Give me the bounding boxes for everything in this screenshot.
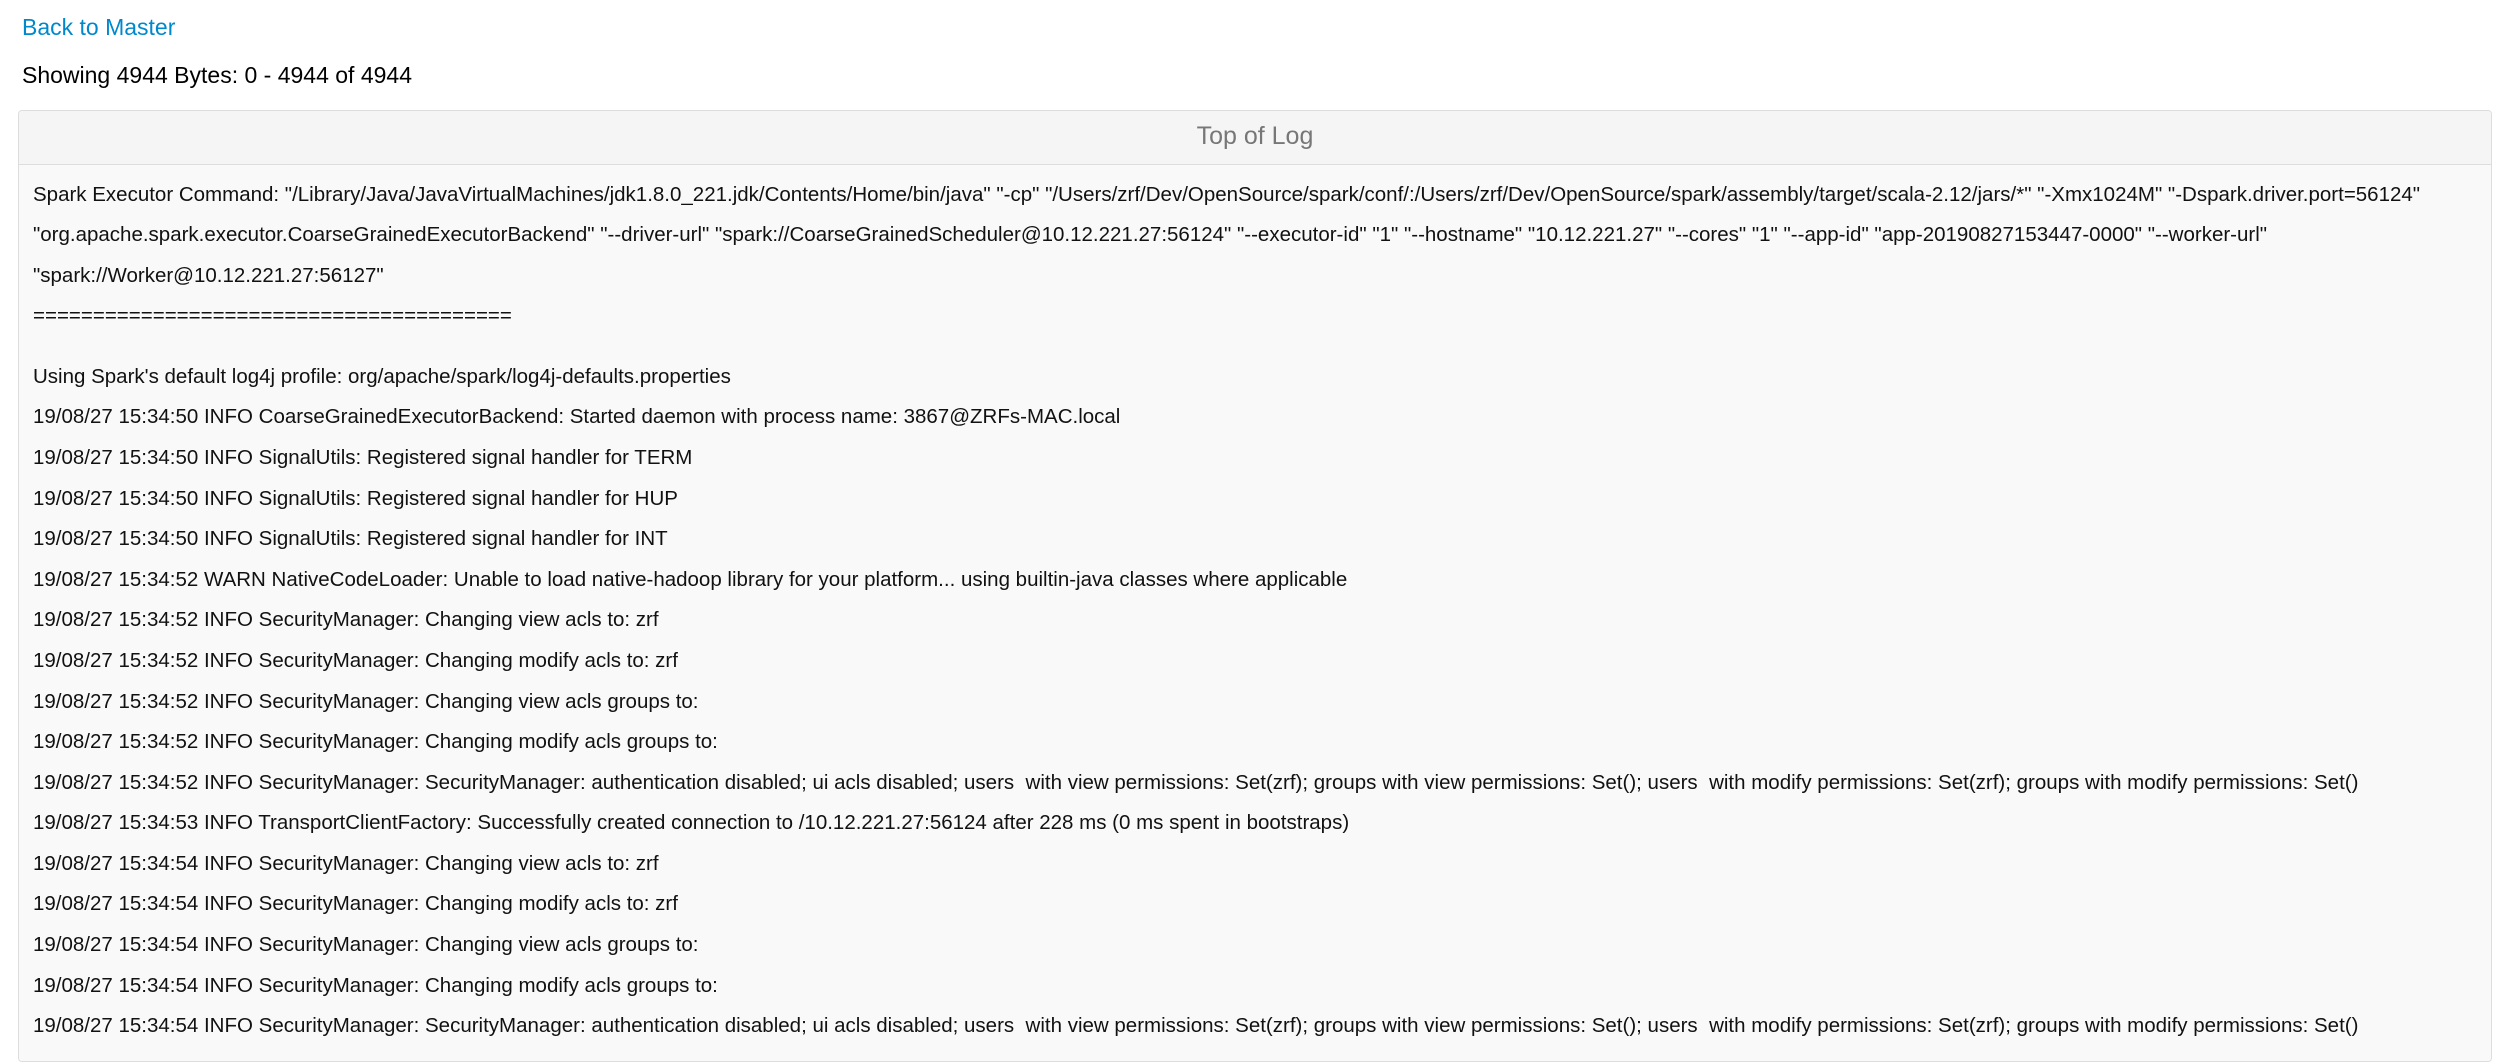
log-line: 19/08/27 15:34:54 INFO SecurityManager: SecurityManager: authentication disabled; ui acls disabled; users with view permissions: Set(zrf); groups with view permissions: Set(); users with modify permissions: Set(zrf); groups with modify permissions: Set() (33, 1014, 2359, 1038)
log-panel-header: Top of Log (19, 111, 2491, 165)
log-line: 19/08/27 15:34:52 INFO SecurityManager: Changing modify acls groups to: (33, 730, 718, 754)
log-line: 19/08/27 15:34:54 INFO SecurityManager: Changing view acls groups to: (33, 933, 699, 956)
log-line: 19/08/27 15:34:53 INFO TransportClientFactory: Successfully created connection to /10.12.221.27:56124 after 228 ms (0 ms spent in bootstraps) (33, 811, 1350, 835)
log-line: 19/08/27 15:34:50 INFO SignalUtils: Registered signal handler for TERM (33, 446, 693, 470)
log-line: 19/08/27 15:34:52 INFO SecurityManager: Changing view acls to: zrf (33, 608, 659, 632)
log-panel (18, 110, 2492, 1062)
log-line: 19/08/27 15:34:50 INFO CoarseGrainedExecutorBackend: Started daemon with process name: 3867@ZRFs-MAC.local (33, 405, 1121, 429)
log-line: Spark Executor Command: "/Library/Java/JavaVirtualMachines/jdk1.8.0_221.jdk/Contents/Home/bin/java" "-cp" "/Users/zrf/Dev/OpenSource/spark/conf/:/Users/zrf/Dev/OpenSource/spark/assembly/target/scala-2.12/jars/*" "-Xmx1024M" "-Dspark.driver.port=56124" "org.apache.spark.executor.CoarseGrainedExecutorBackend" "--driver-url" "spark://CoarseGrainedScheduler@10.12.221.27:56124" "--executor-id" "1" "--hostname" "10.12.221.27" "--cores" "1" "--app-id" "app-20190827153447-0000" "--worker-url" "spark://Worker@10.12.221.27:56127" (33, 182, 2426, 287)
log-line: 19/08/27 15:34:52 INFO SecurityManager: Changing modify acls to: zrf (33, 648, 678, 672)
log-content[interactable] (19, 165, 2491, 1061)
log-line: 19/08/27 15:34:50 INFO SignalUtils: Registered signal handler for HUP (33, 486, 678, 510)
log-line: 19/08/27 15:34:52 INFO SecurityManager: Changing view acls groups to: (33, 689, 699, 713)
back-to-master-link[interactable]: Back to Master (22, 14, 176, 40)
log-line: Using Spark's default log4j profile: org/apache/spark/log4j-defaults.properties (33, 364, 731, 388)
showing-bytes-status: Showing 4944 Bytes: 0 - 4944 of 4944 (22, 62, 413, 88)
log-line: 19/08/27 15:34:52 INFO SecurityManager: SecurityManager: authentication disabled; ui acls disabled; users with view permissions: Set(zrf); groups with view permissions: Set(); users with modify permissions: Set(zrf); groups with modify permissions: Set() (33, 770, 2359, 794)
log-line: 19/08/27 15:34:52 WARN NativeCodeLoader: Unable to load native-hadoop library for your platform... using builtin-java classes where applicable (33, 567, 1348, 591)
log-line: 19/08/27 15:34:54 INFO SecurityManager: Changing view acls to: zrf (33, 851, 659, 875)
log-line: 19/08/27 15:34:54 INFO SecurityManager: Changing modify acls groups to: (33, 973, 718, 997)
log-line: ======================================== (33, 304, 512, 328)
log-line (33, 337, 2477, 357)
log-line: 19/08/27 15:34:54 INFO SecurityManager: Changing modify acls to: zrf (33, 892, 678, 916)
log-line: 19/08/27 15:34:50 INFO SignalUtils: Registered signal handler for INT (33, 527, 668, 551)
